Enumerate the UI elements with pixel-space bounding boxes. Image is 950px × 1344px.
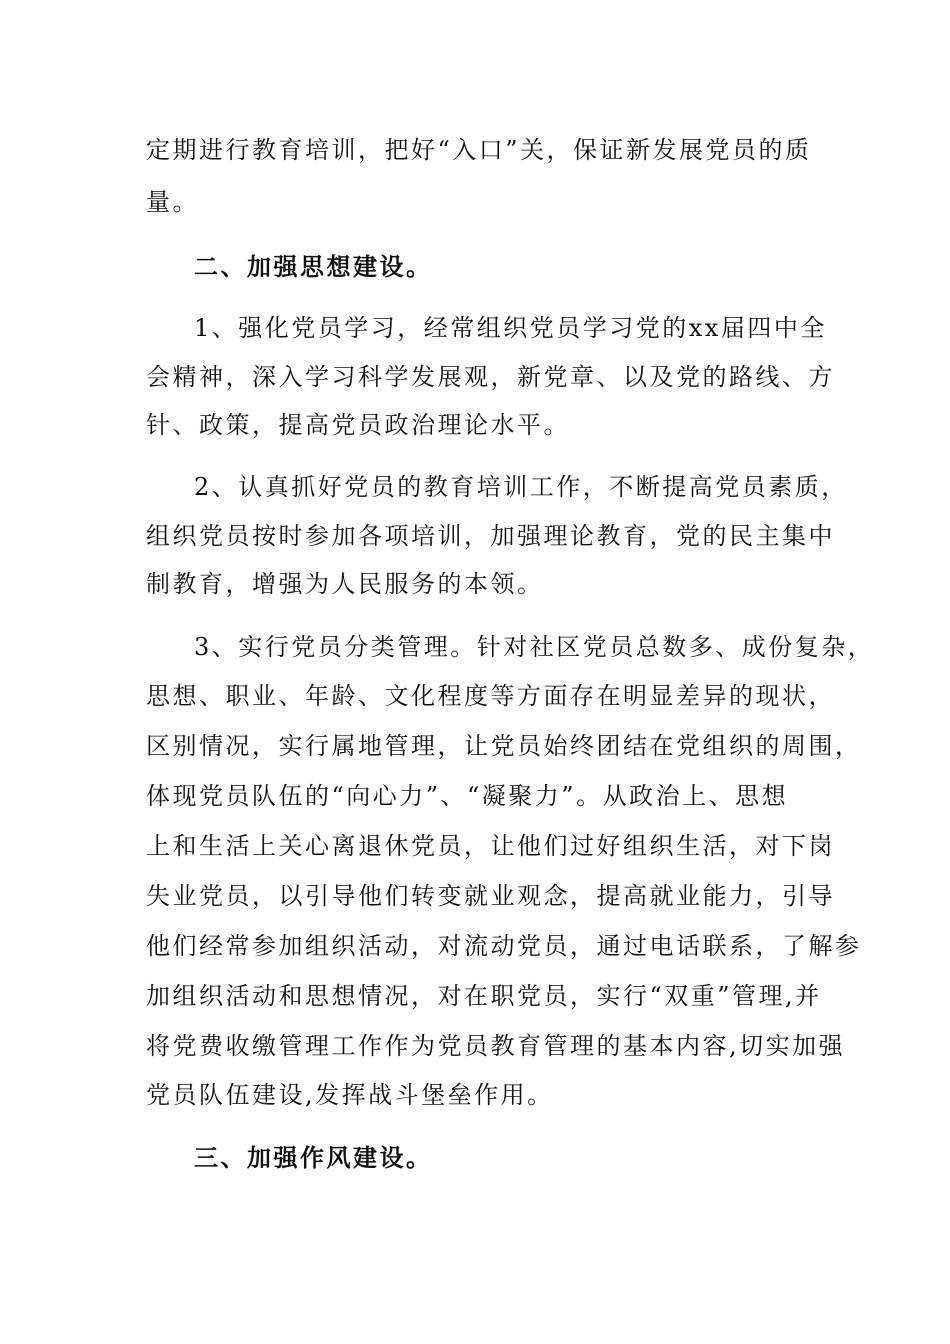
- section-heading-3: 三、加强作风建设。: [194, 1143, 433, 1172]
- paragraph-line: 会精神，深入学习科学发展观，新党章、以及党的路线、方: [146, 363, 835, 391]
- paragraph-line: 组织党员按时参加各项培训，加强理论教育，党的民主集中: [146, 522, 835, 550]
- paragraph-line: 他们经常参加组织活动，对流动党员，通过电话联系，了解参: [146, 932, 862, 960]
- paragraph-line: 思想、职业、年龄、文化程度等方面存在明显差异的现状，: [146, 682, 835, 710]
- paragraph-line: 制教育，增强为人民服务的本领。: [146, 570, 544, 598]
- paragraph-line: 区别情况，实行属地管理，让党员始终团结在党组织的周围，: [146, 732, 862, 760]
- paragraph-line: 加组织活动和思想情况，对在职党员，实行“双重”管理,并: [146, 982, 822, 1010]
- paragraph-line: 3、实行党员分类管理。针对社区党员总数多、成份复杂，: [194, 633, 875, 661]
- paragraph-line: 体现党员队伍的“向心力”、“凝聚力”。从政治上、思想: [146, 782, 789, 810]
- section-heading-2: 二、加强思想建设。: [194, 252, 433, 281]
- paragraph-line: 量。: [146, 188, 199, 216]
- paragraph-line: 失业党员，以引导他们转变就业观念，提高就业能力，引导: [146, 882, 835, 910]
- paragraph-line: 上和生活上关心离退休党员，让他们过好组织生活，对下岗: [146, 832, 835, 860]
- paragraph-line: 针、政策，提高党员政治理论水平。: [146, 411, 570, 439]
- paragraph-line: 党员队伍建设,发挥战斗堡垒作用。: [146, 1081, 554, 1109]
- paragraph-line: 1、强化党员学习，经常组织党员学习党的xx届四中全: [194, 314, 827, 342]
- paragraph-line: 2、认真抓好党员的教育培训工作，不断提高党员素质，: [194, 473, 848, 501]
- paragraph-line: 将党费收缴管理工作作为党员教育管理的基本内容,切实加强: [146, 1032, 846, 1060]
- paragraph-line: 定期进行教育培训，把好“入口”关，保证新发展党员的质: [146, 136, 812, 164]
